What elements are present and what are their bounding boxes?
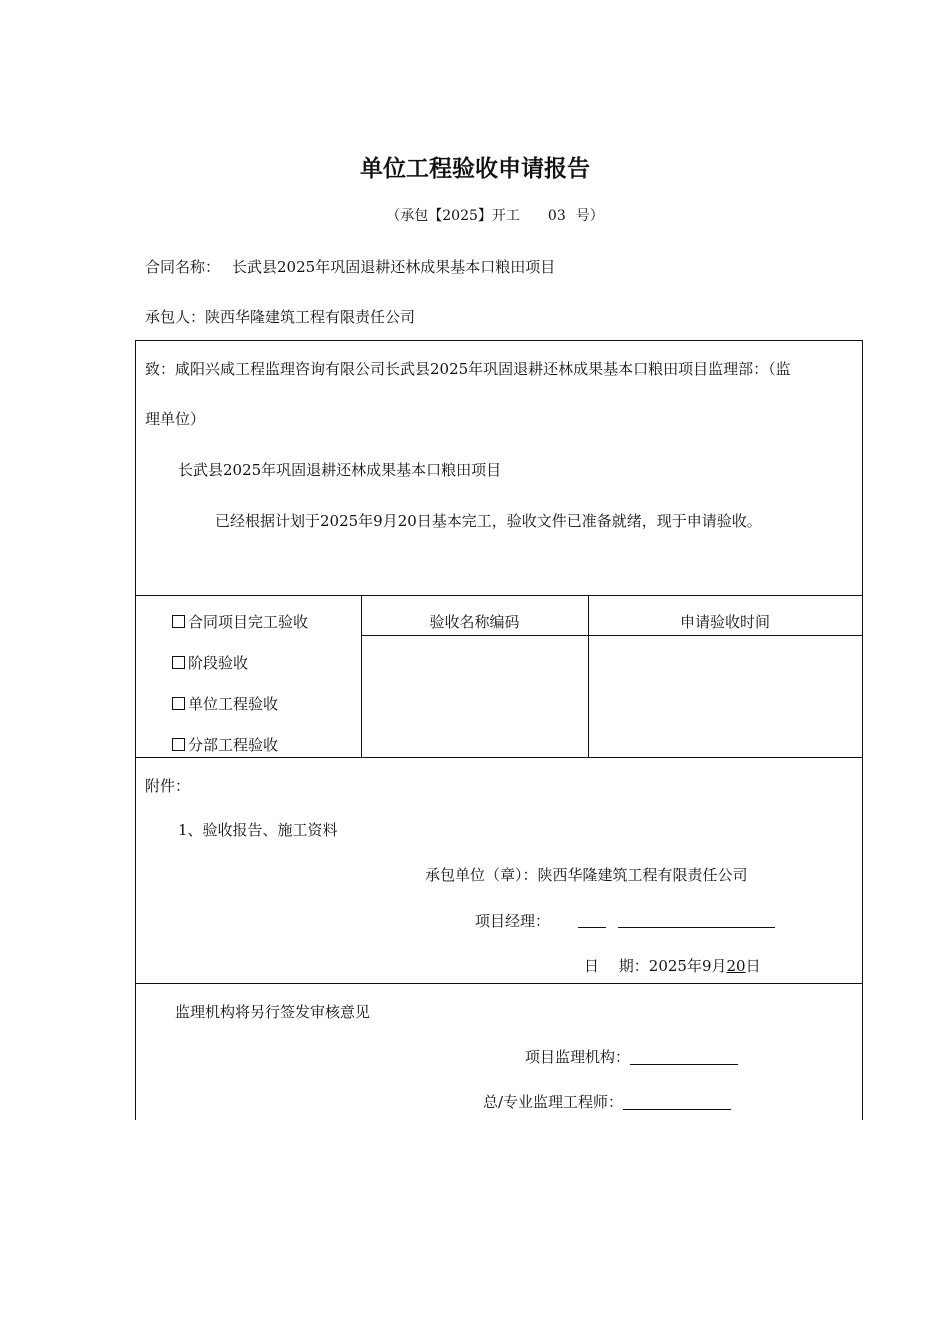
signature-dash-1 (578, 914, 606, 928)
doc-number-close: 号） (575, 208, 604, 224)
completion-statement: 已经根据计划于2025年9月20日基本完工，验收文件已准备就绪，现于申请验收。 (215, 512, 762, 530)
contract-label: 合同名称： (145, 258, 221, 276)
checkbox-square-icon[interactable] (172, 697, 185, 710)
doc-number-value: 03 (547, 208, 566, 224)
cell-acceptance-code[interactable] (362, 636, 588, 757)
project-manager (475, 910, 550, 931)
table-border-top (135, 340, 863, 341)
contractor-value: 陕西华隆建筑工程有限责任公司 (205, 308, 416, 326)
manager-label: 项目经理： (475, 912, 551, 930)
divider-supervision (135, 983, 863, 984)
divider-attachments (135, 757, 863, 758)
date-suffix: 日 (745, 957, 761, 975)
date-label: 日 期： (584, 957, 649, 975)
org-label: 项目监理机构： (525, 1048, 631, 1066)
date-day: 20 (726, 957, 746, 975)
contractor (145, 306, 415, 327)
table-border-left (135, 340, 136, 1120)
contract-value: 长武县2025年巩固退耕还林成果基本口粮田项目 (232, 258, 556, 276)
divider-acceptance (135, 595, 863, 596)
checkbox-square-icon[interactable] (172, 738, 185, 751)
manager-signature-line[interactable] (578, 914, 775, 928)
sign-date (584, 955, 761, 976)
addressee-line-2: 理单位） (145, 410, 206, 428)
project-name: 长武县2025年巩固退耕还林成果基本口粮田项目 (178, 461, 502, 479)
header-acceptance-code: 验收名称编码 (429, 613, 520, 631)
supervision-note: 监理机构将另行签发审核意见 (175, 1003, 371, 1021)
supervision-engineer (483, 1091, 731, 1112)
supervision-org (525, 1046, 738, 1067)
engineer-label: 总/专业监理工程师： (483, 1093, 624, 1111)
seal-value: 陕西华隆建筑工程有限责任公司 (537, 866, 748, 884)
checkbox-unit-project[interactable] (172, 693, 278, 714)
doc-number-open: （承包【2025】开工 (386, 208, 520, 224)
contractor-seal (425, 864, 748, 885)
checkbox-label: 阶段验收 (188, 654, 249, 672)
checkbox-label: 分部工程验收 (188, 736, 279, 754)
header-application-time: 申请验收时间 (679, 613, 770, 631)
date-prefix: 2025年9月 (648, 957, 727, 975)
checkbox-label: 合同项目完工验收 (188, 613, 309, 631)
checkbox-sub-project[interactable] (172, 734, 278, 755)
table-border-right (862, 340, 863, 1120)
checkbox-square-icon[interactable] (172, 615, 185, 628)
checkbox-square-icon[interactable] (172, 656, 185, 669)
checkbox-label: 单位工程验收 (188, 695, 279, 713)
document-number (0, 205, 950, 225)
cell-application-time[interactable] (589, 636, 862, 757)
addressee-line-1: 致：咸阳兴咸工程监理咨询有限公司长武县2025年巩固退耕还林成果基本口粮田项目监理部：（监 (145, 360, 791, 378)
checkbox-stage[interactable] (172, 652, 248, 673)
checkbox-contract-completion[interactable] (172, 611, 308, 632)
contractor-label: 承包人： (145, 308, 206, 326)
contract-name (145, 256, 555, 277)
page-title: 单位工程验收申请报告 (360, 156, 590, 182)
seal-label: 承包单位（章）： (425, 866, 538, 884)
attachment-item: 1、验收报告、施工资料 (178, 821, 338, 839)
signature-dash-2 (618, 914, 775, 928)
attachments-label: 附件： (145, 777, 191, 795)
engineer-blank[interactable] (623, 1095, 731, 1110)
org-blank[interactable] (630, 1050, 738, 1065)
